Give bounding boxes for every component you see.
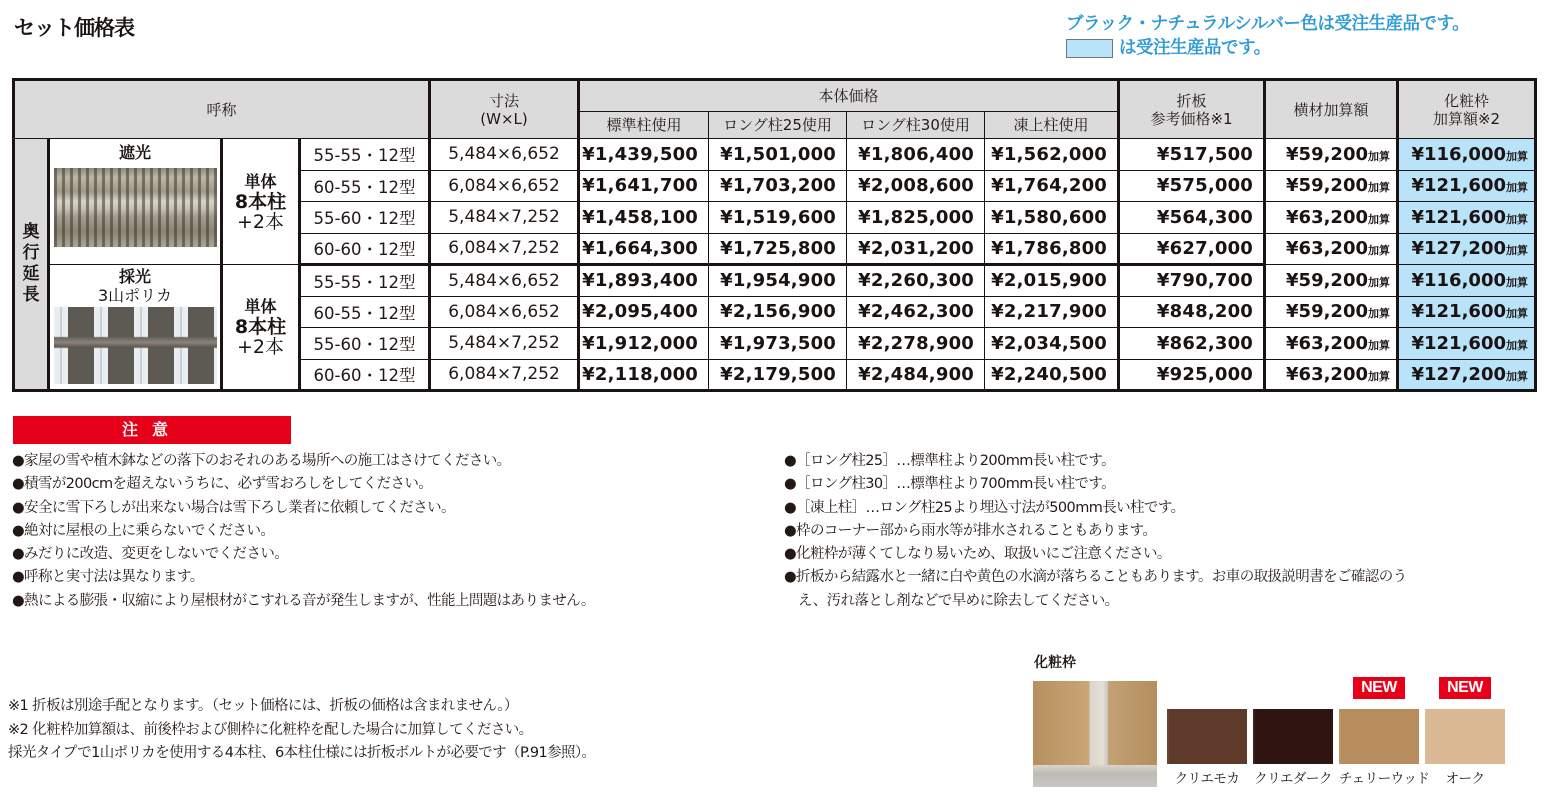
- dims-cell: 6,084×6,652: [430, 170, 579, 202]
- header-decor-line1: 化粧枠: [1443, 91, 1489, 110]
- price-standard: ¥1,893,400: [579, 265, 709, 297]
- caution-item: ●積雪が200cmを超えないうちに、必ず雪おろしをしてください。: [12, 476, 433, 493]
- decor-addon: [1398, 328, 1536, 360]
- decor-addon: [1398, 170, 1536, 202]
- price-long25: ¥2,156,900: [709, 296, 847, 328]
- dims-cell: 6,084×6,652: [430, 296, 579, 328]
- color-swatch-name: チェリーウッド: [1339, 771, 1430, 787]
- addon-suffix: 加算: [1506, 369, 1528, 383]
- caution-item: ●みだりに改造、変更をしないでください。: [12, 546, 289, 563]
- price-standard: ¥1,912,000: [579, 328, 709, 360]
- decor-frame-photo: [1033, 681, 1157, 787]
- decor-addon: [1398, 233, 1536, 265]
- roof-type-cell: [49, 139, 222, 265]
- model-cell: 60-60・12型: [300, 233, 430, 265]
- caution-item: ●［凍上柱］…ロング柱25より埋込寸法が500mm長い柱です。: [784, 499, 1185, 516]
- caution-item: ●呼称と実寸法は異なります。: [12, 569, 204, 586]
- decor-addon-value: ¥127,200: [1411, 238, 1506, 260]
- addon-suffix: 加算: [1368, 181, 1390, 195]
- decor-addon: [1398, 359, 1536, 391]
- addon-suffix: 加算: [1506, 149, 1528, 163]
- header-decor-frame: [1398, 80, 1536, 139]
- model-cell: 55-60・12型: [300, 202, 430, 234]
- made-to-order-swatch: [1066, 39, 1113, 58]
- crossbar-addon-value: ¥59,200: [1286, 301, 1368, 323]
- post-config-line3: +2本: [236, 210, 284, 233]
- price-standard: ¥2,118,000: [579, 359, 709, 391]
- addon-suffix: 加算: [1368, 338, 1390, 352]
- addon-row: [1265, 233, 1536, 265]
- price-long25: ¥1,725,800: [709, 233, 847, 265]
- caution-item: ●枠のコーナー部から雨水等が排水されることもあります。: [784, 522, 1157, 539]
- addon-suffix: 加算: [1506, 307, 1528, 321]
- caution-item: ●［ロング柱30］…標準柱より700mm長い柱です。: [784, 476, 1115, 493]
- price-standard: ¥2,095,400: [579, 296, 709, 328]
- color-swatch-name: クリエダーク: [1254, 771, 1332, 787]
- decor-addon: [1398, 202, 1536, 234]
- roof-type-cell: [49, 265, 222, 391]
- model-cell: 60-55・12型: [300, 170, 430, 202]
- post-config-line3: +2本: [236, 336, 284, 358]
- group-label-text: 奥行延長: [22, 222, 40, 305]
- caution-item: ●安全に雪下ろしが出来ない場合は雪下ろし業者に依頼してください。: [12, 499, 455, 516]
- addon-suffix: 加算: [1506, 275, 1528, 289]
- dims-cell: 5,484×6,652: [430, 265, 579, 297]
- price-long30: ¥2,462,300: [847, 296, 985, 328]
- crossbar-addon: [1265, 233, 1398, 265]
- header-folded-line1: 折板: [1176, 91, 1207, 110]
- decor-addon: [1398, 265, 1536, 297]
- decor-frame-title: 化粧枠: [1034, 655, 1076, 671]
- price-frost: ¥2,034,500: [985, 328, 1119, 360]
- notice-line-2: [1066, 36, 1469, 60]
- caution-list-left: [12, 450, 595, 613]
- made-to-order-notice: [1066, 12, 1469, 60]
- crossbar-addon-value: ¥59,200: [1286, 143, 1368, 165]
- color-swatch[interactable]: [1425, 709, 1505, 787]
- decor-addon-value: ¥116,000: [1411, 269, 1506, 291]
- price-long25: ¥2,179,500: [709, 359, 847, 391]
- crossbar-addon-value: ¥63,200: [1286, 238, 1368, 260]
- price-standard: ¥1,664,300: [579, 233, 709, 265]
- light-roof-photo: [54, 307, 217, 384]
- header-long30: ロング柱30使用: [847, 112, 985, 139]
- post-config-cell: [222, 265, 300, 391]
- caution-item: え、汚れ落とし剤などで早めに除去してください。: [798, 592, 1119, 609]
- new-badge: NEW: [1353, 677, 1405, 699]
- price-frost: ¥2,015,900: [985, 265, 1119, 297]
- addon-suffix: 加算: [1368, 369, 1390, 383]
- crossbar-addon: [1265, 265, 1398, 297]
- price-frost: ¥1,580,600: [985, 202, 1119, 234]
- color-swatch[interactable]: [1167, 709, 1247, 787]
- price-long30: ¥2,008,600: [847, 170, 985, 202]
- wood-color-chip: [1253, 709, 1333, 764]
- addon-table: [1263, 78, 1537, 392]
- notice-line-2-text: は受注生産品です。: [1119, 38, 1271, 58]
- price-table: [12, 78, 1266, 392]
- color-swatch[interactable]: [1253, 709, 1333, 787]
- price-folded: ¥790,700: [1119, 265, 1265, 297]
- model-cell: 55-55・12型: [300, 265, 430, 297]
- header-dims: [430, 80, 579, 139]
- header-frost: 凍上柱使用: [985, 112, 1119, 139]
- color-swatch-name: オーク: [1445, 771, 1485, 787]
- header-folded-price: [1119, 80, 1265, 139]
- addon-table-body: [1265, 139, 1536, 391]
- addon-row: [1265, 328, 1536, 360]
- header-standard: 標準柱使用: [579, 112, 709, 139]
- decor-addon: [1398, 139, 1536, 171]
- decor-addon-value: ¥121,600: [1411, 332, 1506, 354]
- model-cell: 60-60・12型: [300, 359, 430, 391]
- header-dims-line1: 寸法: [489, 91, 520, 110]
- crossbar-addon-value: ¥59,200: [1286, 175, 1368, 197]
- caution-item: ●折板から結露水と一緒に白や黄色の水滴が落ちることもあります。お車の取扱説明書をご確認のう: [784, 569, 1407, 586]
- addon-suffix: 加算: [1368, 244, 1390, 258]
- header-dims-line2: (W×L): [480, 109, 528, 128]
- crossbar-addon-value: ¥63,200: [1286, 332, 1368, 354]
- price-long30: ¥2,260,300: [847, 265, 985, 297]
- price-frost: ¥1,562,000: [985, 139, 1119, 171]
- model-cell: 60-55・12型: [300, 296, 430, 328]
- price-long30: ¥1,806,400: [847, 139, 985, 171]
- decor-addon-value: ¥121,600: [1411, 206, 1506, 228]
- addon-row: [1265, 265, 1536, 297]
- post-config-cell: [222, 139, 300, 265]
- price-table-body: [14, 139, 1265, 391]
- price-folded: ¥564,300: [1119, 202, 1265, 234]
- wood-color-chip: [1167, 709, 1247, 764]
- table-row: [14, 265, 1265, 297]
- crossbar-addon-value: ¥59,200: [1286, 269, 1368, 291]
- price-folded: ¥575,000: [1119, 170, 1265, 202]
- price-frost: ¥1,786,800: [985, 233, 1119, 265]
- crossbar-addon-value: ¥63,200: [1286, 363, 1368, 385]
- addon-suffix: 加算: [1506, 244, 1528, 258]
- header-folded-line2: 参考価格※1: [1150, 109, 1233, 128]
- price-frost: ¥2,217,900: [985, 296, 1119, 328]
- price-frost: ¥1,764,200: [985, 170, 1119, 202]
- price-folded: ¥862,300: [1119, 328, 1265, 360]
- price-long25: ¥1,501,000: [709, 139, 847, 171]
- footnotes: [8, 695, 595, 766]
- decor-addon-value: ¥121,600: [1411, 301, 1506, 323]
- decor-addon: [1398, 296, 1536, 328]
- price-long25: ¥1,703,200: [709, 170, 847, 202]
- addon-suffix: 加算: [1368, 275, 1390, 289]
- table-row: [14, 139, 1265, 171]
- price-long30: ¥1,825,000: [847, 202, 985, 234]
- caution-item: ●［ロング柱25］…標準柱より200mm長い柱です。: [784, 453, 1115, 469]
- header-long25: ロング柱25使用: [709, 112, 847, 139]
- page-title: セット価格表: [14, 16, 134, 40]
- new-badge: NEW: [1439, 677, 1491, 699]
- addon-row: [1265, 296, 1536, 328]
- post-config-line1: 単体: [244, 297, 277, 316]
- caution-item: ●熱による膨張・収縮により屋根材がこすれる音が発生しますが、性能上問題はありません。: [12, 592, 595, 609]
- crossbar-addon: [1265, 359, 1398, 391]
- shade-roof-photo: [54, 168, 217, 247]
- wood-color-chip: [1425, 709, 1505, 764]
- model-cell: 55-60・12型: [300, 328, 430, 360]
- decor-addon-value: ¥127,200: [1411, 363, 1506, 385]
- roof-type-title: 遮光: [118, 143, 151, 162]
- price-folded: ¥925,000: [1119, 359, 1265, 391]
- addon-suffix: 加算: [1506, 338, 1528, 352]
- price-standard: ¥1,641,700: [579, 170, 709, 202]
- post-config-line1: 単体: [244, 171, 277, 191]
- caution-list-right: [784, 450, 1407, 613]
- price-folded: ¥848,200: [1119, 296, 1265, 328]
- decor-addon-value: ¥121,600: [1411, 175, 1506, 197]
- decor-addon-value: ¥116,000: [1411, 143, 1506, 165]
- post-config-line2: 8本柱: [234, 190, 287, 213]
- price-long25: ¥1,973,500: [709, 328, 847, 360]
- caution-item: ●家屋の雪や植木鉢などの落下のおそれのある場所への施工はさけてください。: [12, 453, 511, 469]
- model-cell: 55-55・12型: [300, 139, 430, 171]
- color-swatch-name: クリエモカ: [1174, 771, 1240, 787]
- crossbar-addon-value: ¥63,200: [1286, 206, 1368, 228]
- roof-type-subtitle: 3山ポリカ: [97, 286, 173, 305]
- addon-suffix: 加算: [1368, 212, 1390, 226]
- addon-suffix: 加算: [1506, 181, 1528, 195]
- dims-cell: 6,084×7,252: [430, 359, 579, 391]
- addon-suffix: 加算: [1506, 212, 1528, 226]
- price-folded: ¥517,500: [1119, 139, 1265, 171]
- dims-cell: 5,484×7,252: [430, 328, 579, 360]
- color-swatch[interactable]: [1339, 709, 1430, 787]
- group-label: [14, 139, 49, 391]
- caution-item: ●絶対に屋根の上に乗らないでください。: [12, 522, 275, 539]
- price-frost: ¥2,240,500: [985, 359, 1119, 391]
- post-config-line2: 8本柱: [234, 316, 287, 338]
- dims-cell: 5,484×7,252: [430, 202, 579, 234]
- crossbar-addon: [1265, 170, 1398, 202]
- price-long25: ¥1,954,900: [709, 265, 847, 297]
- footnote: ※1 折板は別途手配となります。（セット価格には、折板の価格は含まれません。）: [8, 698, 518, 714]
- addon-suffix: 加算: [1368, 307, 1390, 321]
- addon-suffix: 加算: [1368, 149, 1390, 163]
- price-long25: ¥1,519,600: [709, 202, 847, 234]
- dims-cell: 6,084×7,252: [430, 233, 579, 265]
- header-decor-line2: 加算額※2: [1432, 109, 1501, 128]
- addon-row: [1265, 139, 1536, 171]
- crossbar-addon: [1265, 296, 1398, 328]
- header-name: 呼称: [14, 80, 430, 139]
- wood-color-chip: [1339, 709, 1419, 764]
- price-long30: ¥2,484,900: [847, 359, 985, 391]
- footnote: ※2 化粧枠加算額は、前後枠および側枠に化粧枠を配した場合に加算してください。: [8, 721, 533, 738]
- crossbar-addon: [1265, 202, 1398, 234]
- price-folded: ¥627,000: [1119, 233, 1265, 265]
- price-standard: ¥1,439,500: [579, 139, 709, 171]
- header-crossbar: 横材加算額: [1265, 80, 1398, 139]
- addon-row: [1265, 202, 1536, 234]
- price-standard: ¥1,458,100: [579, 202, 709, 234]
- caution-item: ●化粧枠が薄くてしなり易いため、取扱いにご注意ください。: [784, 546, 1171, 563]
- caution-heading: 注意: [13, 416, 291, 444]
- price-long30: ¥2,031,200: [847, 233, 985, 265]
- header-body-price: 本体価格: [579, 80, 1119, 112]
- footnote: 採光タイプで1山ポリカを使用する4本柱、6本柱仕様には折板ボルトが必要です（P.91参照）。: [8, 745, 596, 761]
- dims-cell: 5,484×6,652: [430, 139, 579, 171]
- notice-line-1: ブラック・ナチュラルシルバー色は受注生産品です。: [1066, 14, 1470, 34]
- roof-type-title: 採光: [118, 267, 151, 286]
- crossbar-addon: [1265, 139, 1398, 171]
- addon-row: [1265, 170, 1536, 202]
- crossbar-addon: [1265, 328, 1398, 360]
- addon-row: [1265, 359, 1536, 391]
- price-long30: ¥2,278,900: [847, 328, 985, 360]
